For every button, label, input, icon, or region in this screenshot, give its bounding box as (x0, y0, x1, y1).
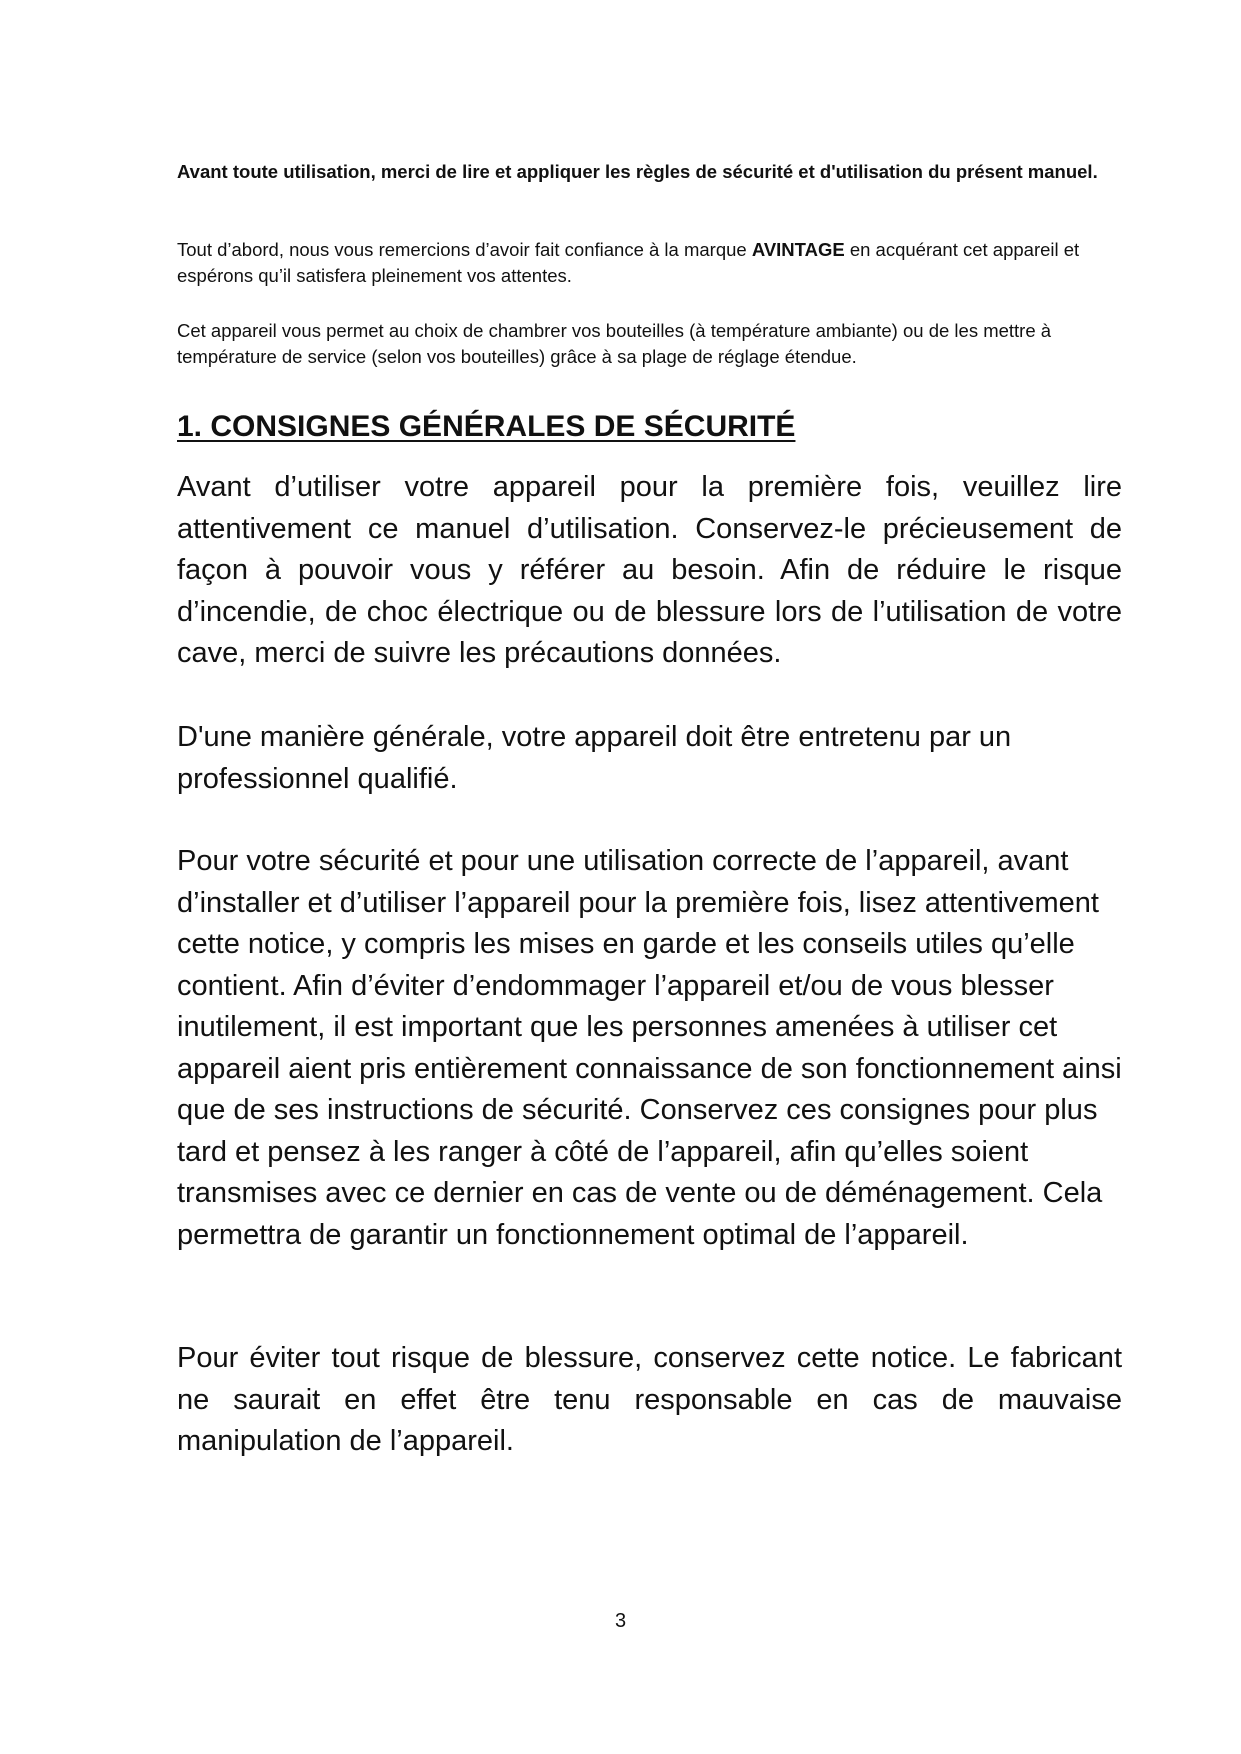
brand-name: AVINTAGE (751, 239, 845, 260)
safety-paragraph-2: D'une manière générale, votre appareil doit être entretenu par un professionnel qualifié. (177, 721, 1012, 795)
section-heading: 1. CONSIGNES GÉNÉRALES DE SÉCURITÉ (177, 410, 796, 443)
intro-warning: Avant toute utilisation, merci de lire et appliquer les règles de sécurité et d'utilisation du présent manuel. (177, 161, 1098, 182)
page-number: 3 (614, 1610, 627, 1632)
safety-paragraph-3: Pour votre sécurité et pour une utilisation correcte de l’appareil, avant d’installer et d’utiliser l’appareil pour la première fois, lisez attentivement cette notice, y compris les mises en garde et les conseils utiles qu’elle contient. Afin d’éviter d’endommager l’appareil et/ou de vous blesser inutilement, il est important que les personnes amenées à utiliser cet appareil aient pris entièrement connaissance de son fonctionnement ainsi que de ses instructions de sécurité. Conservez ces consignes pour plus tard et pensez à les ranger à côté de l’appareil, afin qu’elles soient transmises avec ce dernier en cas de vente ou de déménagement. Cela permettra de garantir un fonctionnement optimal de l’appareil. (177, 845, 1122, 1251)
intro-thanks-text-start: Tout d’abord, nous vous remercions d’avoir fait confiance à la marque (177, 239, 752, 260)
intro-thanks-text-end: en acquérant cet appareil et espérons qu’il satisfera pleinement vos attentes. (177, 239, 1080, 286)
intro-thanks (177, 237, 1137, 289)
intro-description: Cet appareil vous permet au choix de chambrer vos bouteilles (à température ambiante) ou de les mettre à température de service (selon vos bouteilles) grâce à sa plage de réglage étendue. (177, 320, 1052, 367)
safety-paragraph-1: Avant d’utiliser votre appareil pour la première fois, veuillez lire attentivement ce manuel d’utilisation. Conservez-le précieusement de façon à pouvoir vous y référer au besoin. Afin de réduire le risque d’incendie, de choc électrique ou de blessure lors de l’utilisation de votre cave, merci de suivre les précautions données. (177, 471, 1122, 669)
safety-paragraph-4: Pour éviter tout risque de blessure, conservez cette notice. Le fabricant ne saurait en effet être tenu responsable en cas de mauvaise manipulation de l’appareil. (177, 1342, 1122, 1457)
